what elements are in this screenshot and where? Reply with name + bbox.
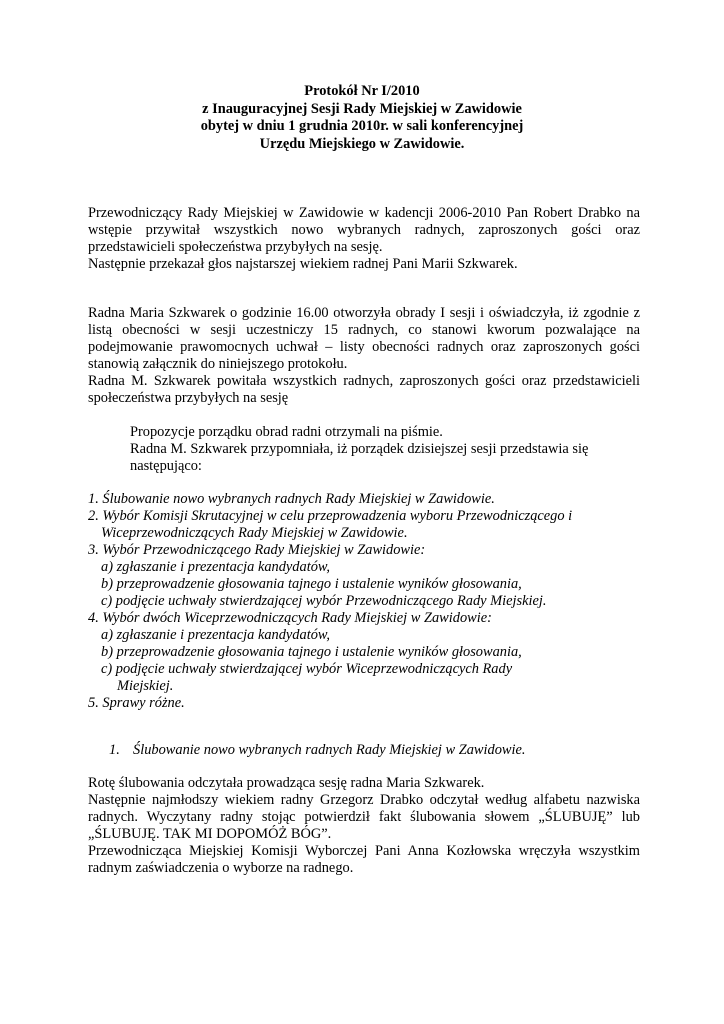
section-title: Ślubowanie nowo wybranych radnych Rady Miejskiej w Zawidowie. — [133, 742, 526, 758]
opening-section — [88, 305, 640, 407]
intro-paragraph: Przewodniczący Rady Miejskiej w Zawidowie w kadencji 2006-2010 Pan Robert Drabko na wstępie przywitał wszystkich nowo wybranych radnych, zaproszonych gości oraz przedstawicieli społeczeństwa przybyłych na sesję. — [88, 205, 640, 255]
agenda-item-4: 4. Wybór dwóch Wiceprzewodniczących Rady Miejskiej w Zawidowie: — [88, 610, 492, 626]
agenda-item-4b: b) przeprowadzenie głosowania tajnego i ustalenie wyników głosowania, — [101, 644, 522, 660]
agenda-item-3: 3. Wybór Przewodniczącego Rady Miejskiej w Zawidowie: — [88, 542, 426, 558]
section-number: 1. — [109, 742, 120, 758]
proposal-section — [130, 424, 630, 475]
agenda-item-3c: c) podjęcie uchwały stwierdzającej wybór Przewodniczącego Rady Miejskiej. — [101, 593, 547, 609]
proposal-order-line: Radna M. Szkwarek przypomniała, iż porządek dzisiejszej sesji przedstawia się następująco: — [130, 441, 589, 474]
intro-section — [88, 205, 640, 273]
agenda-item-2-cont: Wiceprzewodniczących Rady Miejskiej w Zawidowie. — [101, 525, 408, 541]
agenda-item-2: 2. Wybór Komisji Skrutacyjnej w celu przeprowadzenia wyboru Przewodniczącego i — [88, 508, 573, 524]
agenda-item-3b: b) przeprowadzenie głosowania tajnego i ustalenie wyników głosowania, — [101, 576, 522, 592]
oath-section — [88, 775, 640, 877]
opening-paragraph: Radna Maria Szkwarek o godzinie 16.00 otworzyła obrady I sesji i oświadczyła, iż zgodnie z listą obecności w sesji uczestniczy 15 radnych, co stanowi kworum pozwalające na podejmowanie prawomocnych uchwał – listy obecności radnych oraz zaproszonych gości stanowią załącznik do niniejszego protokołu. — [88, 305, 640, 372]
oath-reading-paragraph: Następnie najmłodszy wiekiem radny Grzegorz Drabko odczytał według alfabetu nazwiska radnych. Wyczytany radny stojąc potwierdził fakt ślubowania słowem „ŚLUBUJĘ” lub „ŚLUBUJĘ. TAK MI DOPOMÓŻ BÓG”. — [88, 792, 640, 842]
document-header — [0, 83, 724, 153]
oath-paragraph: Rotę ślubowania odczytała prowadząca sesję radna Maria Szkwarek. — [88, 775, 485, 791]
proposal-line: Propozycje porządku obrad radni otrzymali na piśmie. — [130, 424, 443, 440]
certificates-paragraph: Przewodnicząca Miejskiej Komisji Wyborczej Pani Anna Kozłowska wręczyła wszystkim radnym zaświadczenia o wyborze na radnego. — [88, 843, 640, 876]
agenda-item-4c: c) podjęcie uchwały stwierdzającej wybór Wiceprzewodniczących Rady — [101, 661, 513, 677]
header-office: Urzędu Miejskiego w Zawidowie. — [259, 135, 465, 152]
section-heading — [109, 742, 526, 759]
agenda-item-4c-cont: Miejskiej. — [117, 678, 174, 694]
agenda-item-3a: a) zgłaszanie i prezentacja kandydatów, — [101, 559, 331, 575]
greeting-paragraph: Radna M. Szkwarek powitała wszystkich radnych, zaproszonych gości oraz przedstawicieli społeczeństwa przybyłych na sesję — [88, 373, 640, 406]
header-session: z Inauguracyjnej Sesji Rady Miejskiej w Zawidowie — [202, 100, 522, 117]
header-date-place: obytej w dniu 1 grudnia 2010r. w sali konferencyjnej — [200, 118, 524, 135]
intro-paragraph-handover: Następnie przekazał głos najstarszej wiekiem radnej Pani Marii Szkwarek. — [88, 256, 518, 272]
agenda-item-1: 1. Ślubowanie nowo wybranych radnych Rady Miejskiej w Zawidowie. — [88, 491, 495, 507]
agenda-item-5: 5. Sprawy różne. — [88, 695, 185, 711]
agenda-item-4a: a) zgłaszanie i prezentacja kandydatów, — [101, 627, 331, 643]
header-title: Protokół Nr I/2010 — [304, 83, 420, 99]
agenda-list — [88, 491, 648, 712]
